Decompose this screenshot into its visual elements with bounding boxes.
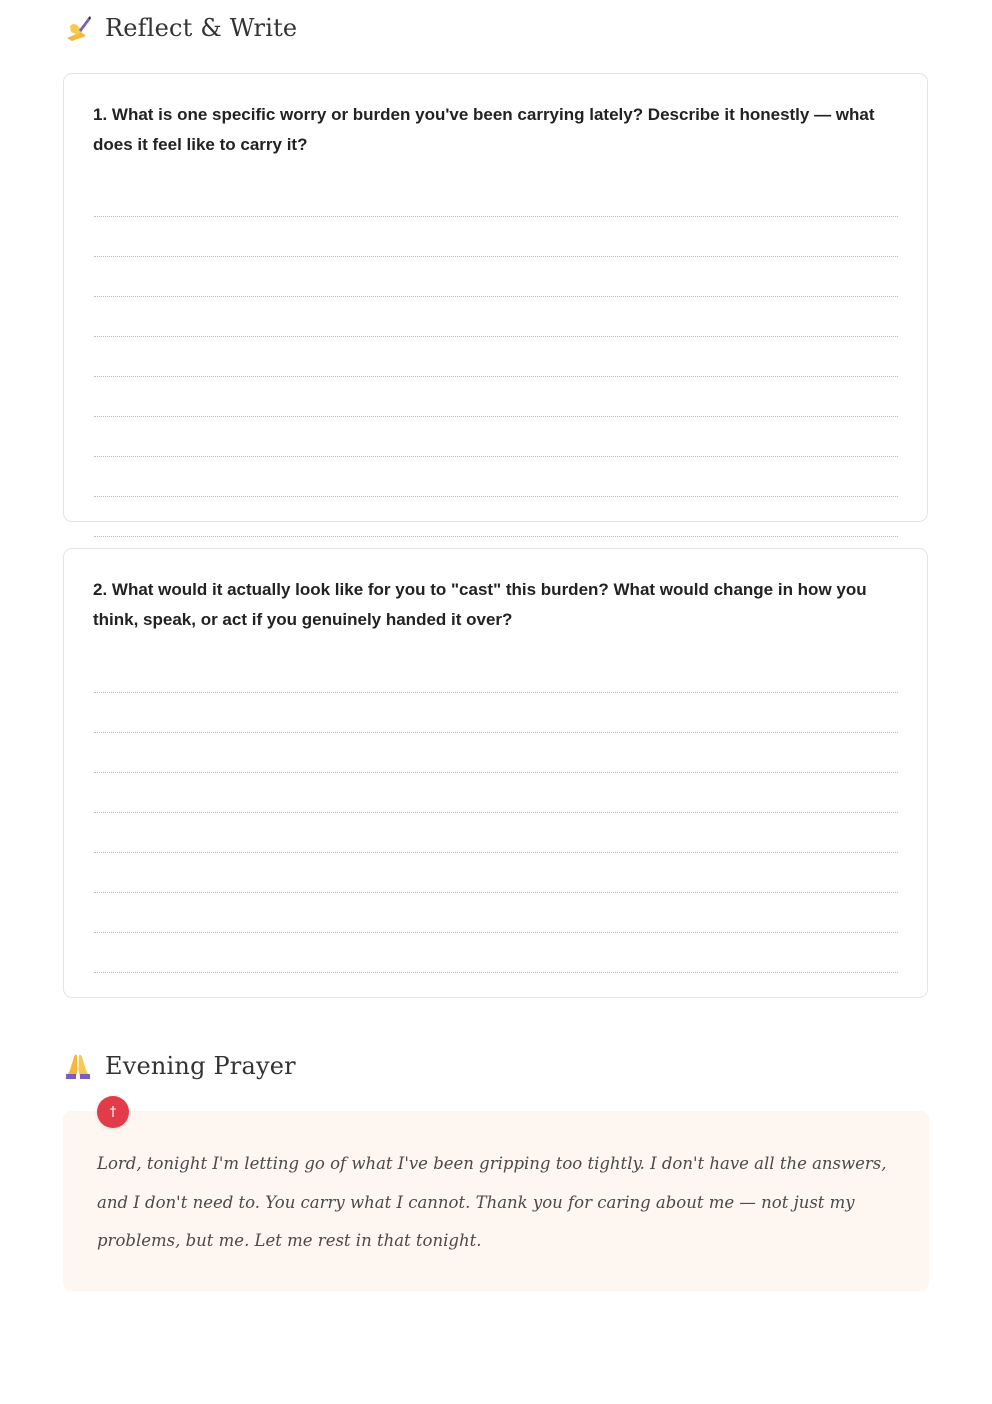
writing-line[interactable] — [94, 456, 898, 457]
section-title-reflect: Reflect & Write — [105, 14, 298, 42]
question-text-2: 2. What would it actually look like for you to "cast" this burden? What would change in how you think, speak, or act if you genuinely handed it over? — [93, 580, 867, 629]
writing-line[interactable] — [94, 932, 898, 933]
writing-line[interactable] — [94, 972, 898, 973]
reflect-section-header — [64, 14, 297, 42]
section-title-prayer: Evening Prayer — [105, 1052, 296, 1080]
cross-badge-icon: † — [97, 1096, 129, 1128]
question-card-1 — [63, 73, 928, 522]
writing-line[interactable] — [94, 772, 898, 773]
writing-line[interactable] — [94, 812, 898, 813]
praying-hands-icon — [64, 1052, 92, 1080]
writing-line[interactable] — [94, 416, 898, 417]
question-text-1: 1. What is one specific worry or burden you've been carrying lately? Describe it honestly — what does it feel like to carry it? — [93, 105, 875, 154]
question-card-2 — [63, 548, 928, 998]
writing-line[interactable] — [94, 336, 898, 337]
prayer-text: Lord, tonight I'm letting go of what I've been gripping too tightly. I don't have all the answers, and I don't need to. You carry what I cannot. Thank you for caring about me — not just my problems, but me. Let me rest in that tonight. — [97, 1154, 887, 1250]
writing-line[interactable] — [94, 892, 898, 893]
writing-line[interactable] — [94, 296, 898, 297]
writing-line[interactable] — [94, 692, 898, 693]
writing-line[interactable] — [94, 216, 898, 217]
writing-hand-icon — [64, 14, 92, 42]
writing-line[interactable] — [94, 852, 898, 853]
writing-line[interactable] — [94, 256, 898, 257]
writing-line[interactable] — [94, 376, 898, 377]
writing-line[interactable] — [94, 536, 898, 537]
writing-line[interactable] — [94, 496, 898, 497]
writing-line[interactable] — [94, 732, 898, 733]
prayer-section-header — [64, 1052, 296, 1080]
